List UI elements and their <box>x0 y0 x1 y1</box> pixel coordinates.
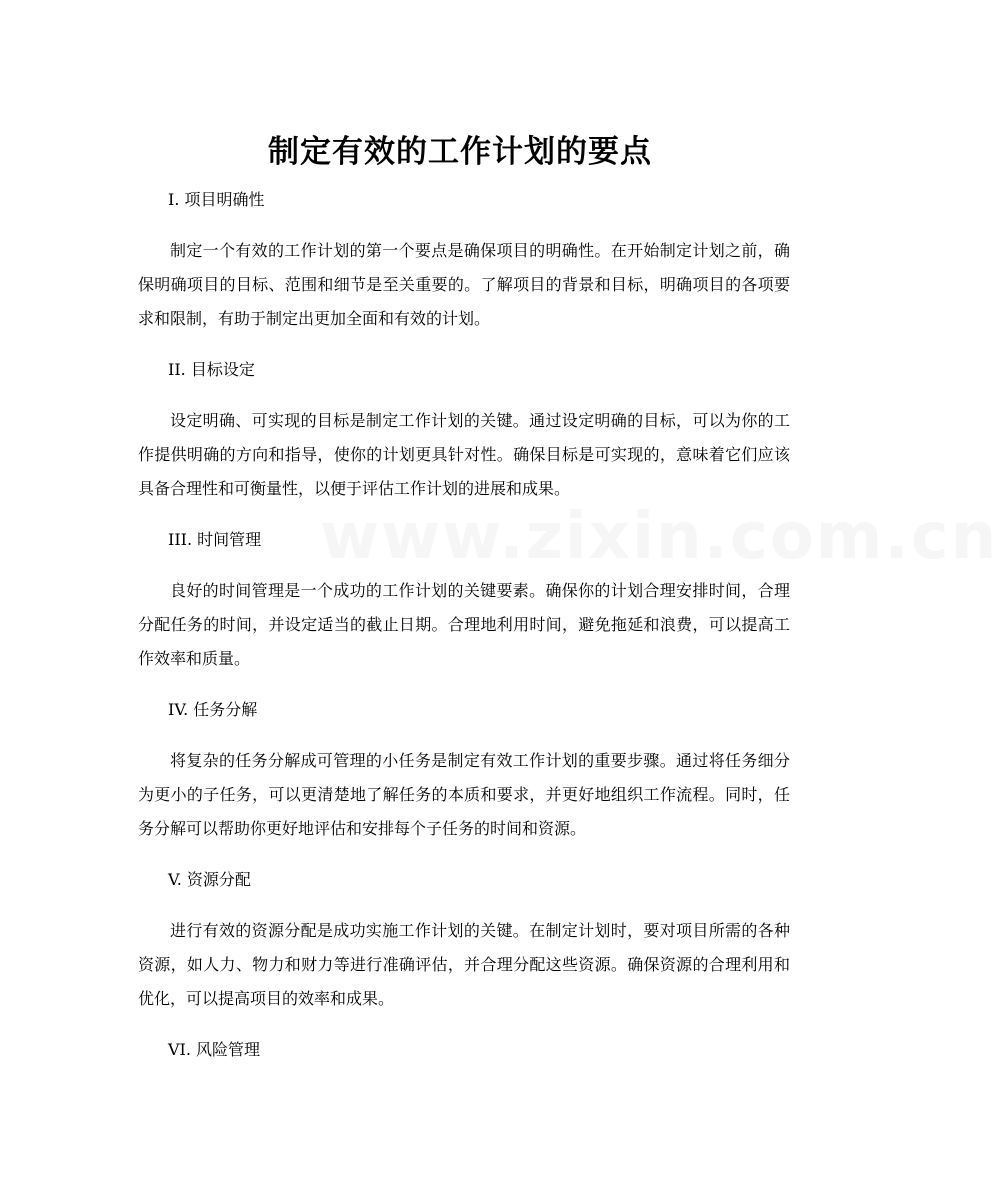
section-paragraph: 将复杂的任务分解成可管理的小任务是制定有效工作计划的重要步骤。通过将任务细分为更小的子任务，可以更清楚地了解任务的本质和要求，并更好地组织工作流程。同时，任务分解可以帮助你更好地评估和安排每个子任务的时间和资源。 <box>138 751 790 838</box>
section-paragraph: 设定明确、可实现的目标是制定工作计划的关键。通过设定明确的目标，可以为你的工作提供明确的方向和指导，使你的计划更具针对性。确保目标是可实现的，意味着它们应该具备合理性和可衡量性，以便于评估工作计划的进展和成果。 <box>138 411 790 498</box>
section-paragraph: 制定一个有效的工作计划的第一个要点是确保项目的明确性。在开始制定计划之前，确保明确项目的目标、范围和细节是至关重要的。了解项目的背景和目标，明确项目的各项要求和限制，有助于制定出更加全面和有效的计划。 <box>138 241 790 328</box>
section-heading: IV. 任务分解 <box>168 700 258 719</box>
document-body <box>138 182 790 1084</box>
page-title: 制定有效的工作计划的要点 <box>268 133 652 170</box>
section-3 <box>138 522 790 676</box>
section-2 <box>138 352 790 506</box>
section-6 <box>138 1032 790 1068</box>
section-heading: V. 资源分配 <box>168 870 251 889</box>
section-5 <box>138 862 790 1016</box>
watermark: www.zixin.com.cn <box>320 500 998 574</box>
section-heading: I. 项目明确性 <box>168 190 265 209</box>
section-1 <box>138 182 790 336</box>
section-heading: VI. 风险管理 <box>168 1040 261 1059</box>
section-heading: II. 目标设定 <box>168 360 255 379</box>
section-heading: III. 时间管理 <box>168 530 262 549</box>
section-4 <box>138 692 790 846</box>
section-paragraph: 进行有效的资源分配是成功实施工作计划的关键。在制定计划时，要对项目所需的各种资源，如人力、物力和财力等进行准确评估，并合理分配这些资源。确保资源的合理利用和优化，可以提高项目的效率和成果。 <box>138 921 790 1008</box>
section-paragraph: 良好的时间管理是一个成功的工作计划的关键要素。确保你的计划合理安排时间，合理分配任务的时间，并设定适当的截止日期。合理地利用时间，避免拖延和浪费，可以提高工作效率和质量。 <box>138 581 790 668</box>
